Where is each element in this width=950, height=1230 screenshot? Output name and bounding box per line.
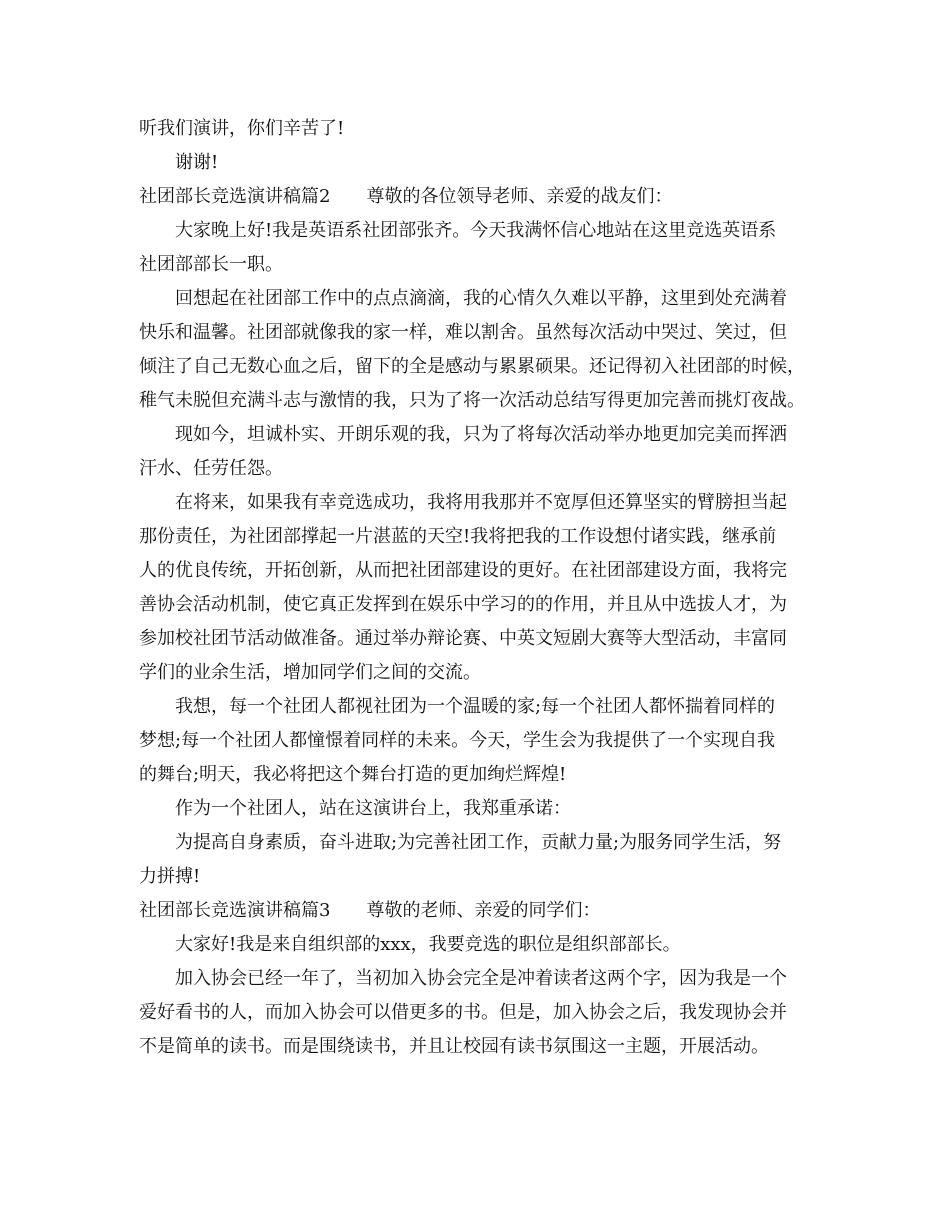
text-line: 倾注了自己无数心血之后，留下的全是感动与累累硕果。还记得初入社团部的时候，: [139, 356, 805, 377]
text-line: 快乐和温馨。社团部就像我的家一样，难以割舍。虽然每次活动中哭过、笑过，但: [139, 322, 787, 343]
text-line: 汗水、任劳任怨。: [139, 458, 283, 479]
text-line: 那份责任，为社团部撑起一片湛蓝的天空!我将把我的工作设想付诸实践，继承前: [139, 526, 777, 547]
section-title: 社团部长竞选演讲稿篇2: [139, 186, 331, 207]
text-line: 大家晚上好!我是英语系社团部张齐。今天我满怀信心地站在这里竞选英语系: [175, 220, 777, 241]
text-line: 不是简单的读书。而是围绕读书，并且让校园有读书氛围这一主题，开展活动。: [139, 1036, 769, 1057]
text-line: 学们的业余生活，增加同学们之间的交流。: [139, 662, 481, 683]
text-line: 作为一个社团人，站在这演讲台上，我郑重承诺：: [175, 798, 571, 819]
text-line: 大家好!我是来自组织部的xxx，我要竞选的职位是组织部部长。: [175, 934, 681, 955]
section-greeting: 尊敬的各位领导老师、亲爱的战友们：: [366, 186, 673, 207]
text-line: 人的优良传统，开拓创新，从而把社团部建设的更好。在社团部建设方面，我将完: [139, 560, 787, 581]
section-greeting: 尊敬的老师、亲爱的同学们：: [366, 900, 601, 921]
text-line: 听我们演讲，你们辛苦了!: [139, 118, 345, 139]
text-line: 我想，每一个社团人都视社团为一个温暖的家;每一个社团人都怀揣着同样的: [175, 696, 776, 717]
text-line: 加入协会已经一年了，当初加入协会完全是冲着读者这两个字，因为我是一个: [175, 968, 787, 989]
text-line: 稚气未脱但充满斗志与激情的我，只为了将一次活动总结写得更加完善而挑灯夜战。: [139, 390, 805, 411]
text-line: 的舞台;明天，我必将把这个舞台打造的更加绚烂辉煌!: [139, 764, 567, 785]
text-line: 为提高自身素质，奋斗进取;为完善社团工作，贡献力量;为服务同学生活，努: [175, 832, 782, 853]
document-page: [139, 112, 829, 1064]
text-line: 爱好看书的人，而加入协会可以借更多的书。但是，加入协会之后，我发现协会并: [139, 1002, 787, 1023]
text-line: 善协会活动机制，使它真正发挥到在娱乐中学习的的作用，并且从中选拔人才，为: [139, 594, 787, 615]
text-line: 谢谢!: [175, 152, 219, 173]
section-heading: [139, 894, 829, 928]
text-line: 在将来，如果我有幸竞选成功，我将用我那并不宽厚但还算坚实的臂膀担当起: [175, 492, 787, 513]
section-heading: [139, 180, 829, 214]
text-line: 梦想;每一个社团人都憧憬着同样的未来。今天，学生会为我提供了一个实现自我: [139, 730, 776, 751]
text-line: 社团部部长一职。: [139, 254, 283, 275]
text-line: 回想起在社团部工作中的点点滴滴，我的心情久久难以平静，这里到处充满着: [175, 288, 787, 309]
section-title: 社团部长竞选演讲稿篇3: [139, 900, 331, 921]
text-line: 力拼搏!: [139, 866, 201, 887]
text-line: 参加校社团节活动做准备。通过举办辩论赛、中英文短剧大赛等大型活动，丰富同: [139, 628, 787, 649]
text-line: 现如今，坦诚朴实、开朗乐观的我，只为了将每次活动举办地更加完美而挥洒: [175, 424, 787, 445]
